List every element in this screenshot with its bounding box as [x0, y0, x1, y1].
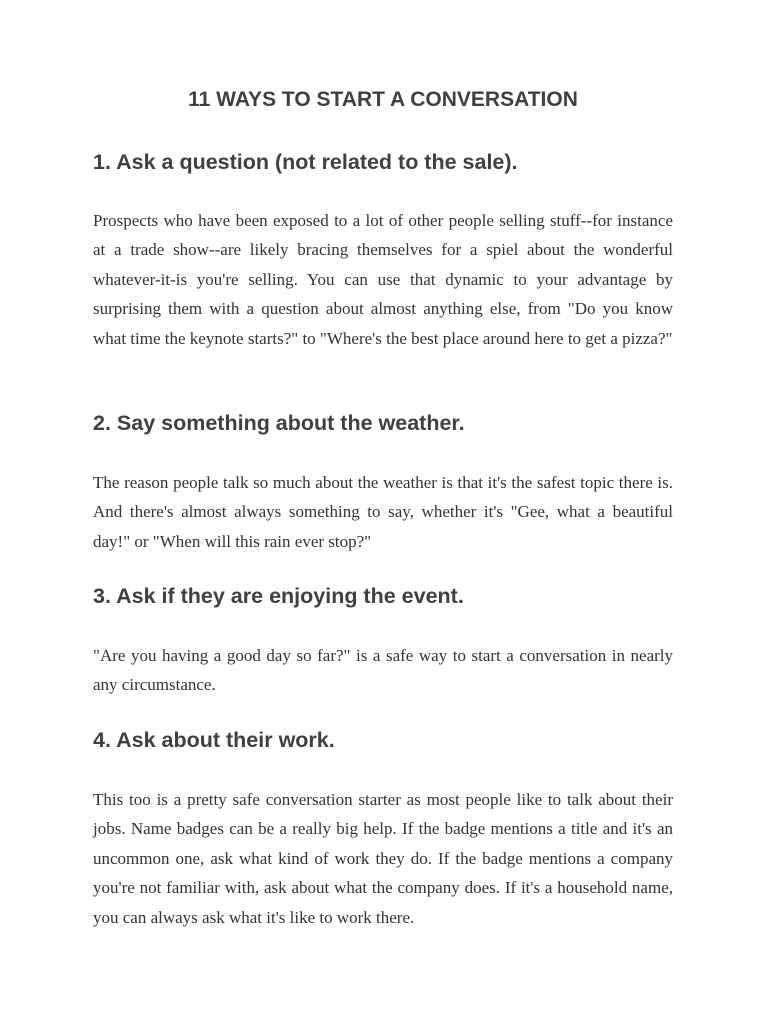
section-heading: 2. Say something about the weather.: [93, 411, 465, 435]
section-heading: 1. Ask a question (not related to the sale).: [93, 150, 518, 174]
section-body: Prospects who have been exposed to a lot of other people selling stuff--for instance at a trade show--are likely bracing themselves for a spiel about the wonderful whatever-it-is you're selling. You can use that dynamic to your advantage by surprising them with a question about almost anything else, from "Do you know what time the keynote starts?" to "Where's the best place around here to get a pizza?": [93, 211, 673, 348]
section-body: "Are you having a good day so far?" is a safe way to start a conversation in nearly any circumstance.: [93, 646, 673, 695]
document-title: 11 WAYS TO START A CONVERSATION: [188, 88, 578, 111]
section-body: The reason people talk so much about the weather is that it's the safest topic there is. And there's almost always something to say, whether it's "Gee, what a beautiful day!" or "When will this rain ever stop?": [93, 473, 673, 551]
section-heading: 4. Ask about their work.: [93, 728, 335, 752]
section-heading: 3. Ask if they are enjoying the event.: [93, 584, 464, 608]
section-body: This too is a pretty safe conversation starter as most people like to talk about their jobs. Name badges can be a really big help. If the badge mentions a title and it's an uncommon one, ask what kind of work they do. If the badge mentions a company you're not familiar with, ask about what the company does. If it's a household name, you can always ask what it's like to work there.: [93, 790, 673, 927]
